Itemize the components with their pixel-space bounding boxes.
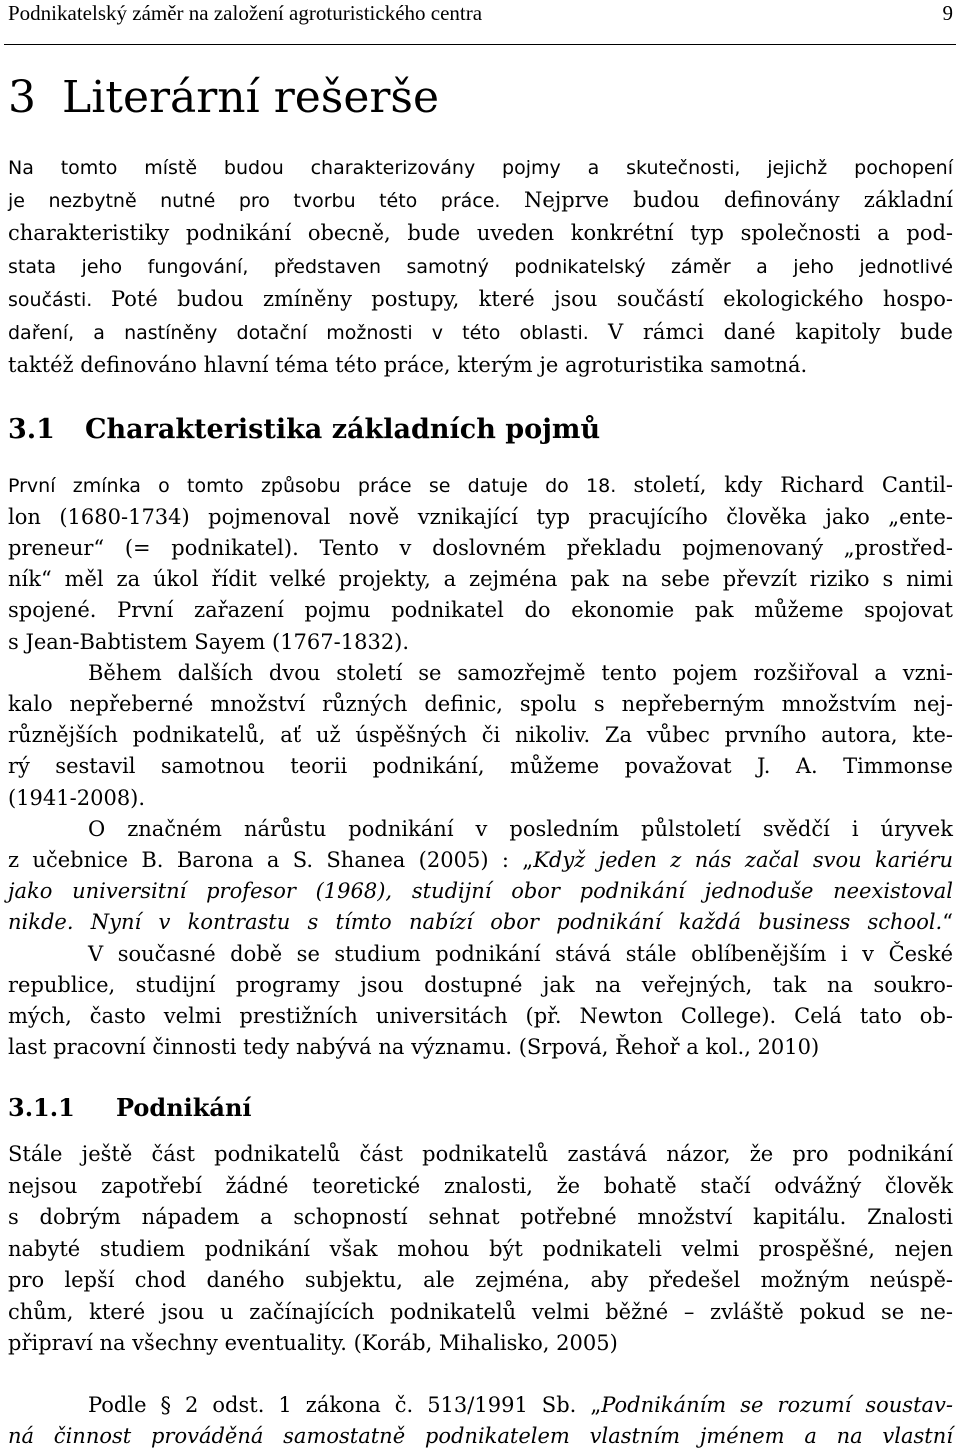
text-line: [8, 627, 953, 658]
body-text: last pracovní činnosti tedy nabývá na významu. (Srpová, Řehoř a kol., 2010): [8, 1035, 820, 1060]
body-text: s dobrým nápadem a schopností sehnat potřebné množství kapitálu. Znalosti: [8, 1205, 953, 1229]
body-text: Podle § 2 odst. 1 zákona č. 513/1991 Sb. „: [88, 1392, 602, 1417]
body-text: Během dalších dvou století se samozřejmě tento pojem rozšiřoval a vzni-: [88, 660, 953, 685]
quoted-text: jako universitní profesor (1968), studijní obor podnikání jednoduše neexistoval: [8, 879, 953, 904]
text-line: [8, 907, 953, 938]
quoted-text: Když jeden z nás začal svou kariéru: [533, 847, 953, 872]
text-line: [8, 720, 953, 751]
subsection-title: Podnikání: [116, 1093, 252, 1122]
header-rule: [4, 44, 956, 45]
text-line: [8, 502, 953, 533]
text-line: [8, 689, 953, 720]
text-line: [8, 1265, 953, 1297]
text-line: [8, 1390, 953, 1421]
subsection-body: [8, 1139, 953, 1360]
paragraph: [8, 939, 953, 1064]
body-text: (1941-2008).: [8, 785, 146, 810]
running-header: [8, 0, 953, 26]
text-line: [8, 1234, 953, 1266]
body-text: s Jean-Babtistem Sayem (1767-1832).: [8, 629, 410, 654]
text-line: [8, 783, 953, 814]
text-line: [8, 939, 953, 970]
body-text: taktéž definováno hlavní téma této práce, kterým je agroturistika samotná.: [8, 353, 808, 378]
body-text: charakteristiky podnikání obecně, bude uveden konkrétní typ společnosti a pod-: [8, 221, 953, 246]
body-text: ník“ měl za úkol řídit velké projekty, a zejména pak na sebe převzít riziko s nimi: [8, 567, 953, 592]
text-line: [8, 970, 953, 1001]
text-line: [8, 751, 953, 782]
quoted-text: Podnikáním se rozumí soustav-: [601, 1392, 953, 1417]
body-text: rý sestavil samotnou teorii podnikání, můžeme považovat J. A. Timmonse: [8, 754, 953, 779]
text-line: [8, 316, 953, 349]
quoted-text: ná činnost prováděná samostatně podnikatelem vlastním jménem a na vlastní: [8, 1423, 953, 1448]
body-text: je nezbytně nutné pro tvorbu této práce.: [8, 190, 524, 213]
running-header-title: Podnikatelský záměr na založení agroturistického centra: [8, 1, 483, 25]
text-line: [8, 1202, 953, 1234]
paragraph: [8, 470, 953, 658]
text-line: [8, 283, 953, 316]
body-text: z učebnice B. Barona a S. Shanea (2005) : „: [8, 847, 534, 872]
body-text: preneur“ (= podnikatel). Tento v doslovném překladu pojmenovaný „prostřed-: [8, 535, 953, 560]
body-text: lon (1680-1734) pojmenoval nově vznikající typ pracujícího člověka jako „ente-: [8, 504, 953, 529]
chapter-number: 3: [8, 72, 36, 123]
section-title: Charakteristika základních pojmů: [85, 414, 601, 445]
text-line: [8, 1171, 953, 1203]
text-line: [8, 151, 953, 184]
subsection-body-continued: [8, 1390, 953, 1452]
body-text: “: [942, 910, 953, 935]
body-text: Nejprve budou definovány základní: [523, 188, 953, 213]
text-line: [8, 595, 953, 626]
subsection-number: 3.1.1: [8, 1093, 75, 1122]
body-text: Stále ještě část podnikatelů část podnikatelů zastává názor, že pro podnikání: [8, 1142, 953, 1166]
text-line: [8, 217, 953, 249]
text-line: [8, 658, 953, 689]
body-text: Poté budou zmíněny postupy, které jsou součástí ekologického hospo-: [110, 286, 953, 311]
text-line: [8, 250, 953, 283]
section-heading: [8, 412, 953, 448]
body-text: nejsou zapotřebí žádné teoretické znalosti, že bohatě stačí odvážný člověk: [8, 1173, 953, 1198]
body-text: republice, studijní programy jsou dostupné jak na veřejných, tak na soukro-: [8, 972, 953, 997]
body-text: daření, a nastíněny dotační možnosti v této oblasti.: [8, 322, 608, 345]
text-line: [8, 814, 953, 845]
section-number: 3.1: [8, 414, 55, 445]
body-text: nabyté studiem podnikání však mohou být podnikateli velmi prospěšné, nejen: [8, 1236, 953, 1261]
paragraph: [8, 1139, 953, 1360]
text-line: [8, 1297, 953, 1329]
body-text: spojené. První zařazení pojmu podnikatel do ekonomie pak můžeme spojovat: [8, 598, 953, 623]
text-line: [8, 845, 953, 876]
page-number: 9: [942, 1, 953, 25]
text-line: [8, 470, 953, 502]
text-line: [8, 876, 953, 907]
body-text: V současné době se studium podnikání stává stále oblíbenějším i v České: [88, 941, 953, 966]
body-text: kalo nepřeberné množství různých definic, spolu s nepřeberným množstvím nej-: [8, 691, 953, 716]
paragraph-law-quote: [8, 1390, 953, 1452]
body-text: O značném nárůstu podnikání v posledním půlstoletí svědčí i úryvek: [88, 816, 953, 841]
subsection-heading: [8, 1092, 953, 1124]
text-line: [8, 1328, 953, 1360]
text-line: [8, 1032, 953, 1063]
text-line: [8, 1139, 953, 1171]
text-line: [8, 1001, 953, 1032]
text-line: [8, 349, 953, 381]
body-text: stata jeho fungování, představen samotný podnikatelský záměr a jeho jednotlivé: [8, 255, 953, 278]
text-line: [8, 1421, 953, 1452]
quoted-text: nikde. Nyní v kontrastu s tímto nabízí obor podnikání každá business school.: [8, 910, 943, 935]
text-line: [8, 184, 953, 217]
text-line: [8, 533, 953, 564]
chapter-heading: [8, 72, 953, 124]
section-body: [8, 470, 953, 1064]
text-line: [8, 564, 953, 595]
body-text: připraví na všechny eventuality. (Koráb, Mihalisko, 2005): [8, 1331, 618, 1355]
body-text: různějších podnikatelů, ať už úspěšných či nikoliv. Za vůbec prvního autora, kte-: [8, 723, 953, 748]
chapter-title: Literární rešerše: [62, 72, 440, 123]
paragraph: [8, 658, 953, 814]
body-text: pro lepší chod daného subjektu, ale zejména, aby předešel možným neúspě-: [8, 1268, 953, 1292]
paragraph-quote: [8, 814, 953, 939]
chapter-intro: [8, 151, 953, 381]
body-text: století, kdy Richard Cantil-: [633, 472, 954, 497]
body-text: součásti.: [8, 288, 111, 311]
body-text: chům, které jsou u začínajících podnikatelů velmi běžné – zvláště pokud se ne-: [8, 1299, 953, 1324]
body-text: První zmínka o tomto způsobu práce se datuje do 18.: [8, 474, 634, 497]
body-text: mých, často velmi prestižních universitách (př. Newton College). Celá tato ob-: [8, 1003, 953, 1028]
body-text: Na tomto místě budou charakterizovány pojmy a skutečnosti, jejichž pochopení: [8, 157, 953, 179]
paragraph: [8, 151, 953, 381]
body-text: V rámci dané kapitoly bude: [607, 320, 953, 345]
